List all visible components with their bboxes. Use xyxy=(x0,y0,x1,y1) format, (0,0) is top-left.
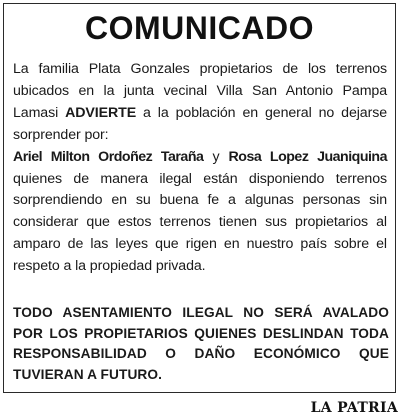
warning-text: quienes de manera ilegal están disponiendo terrenos sorprendiendo en su buena fe a algunas personas sin considerar que estos terrenos tienen sus propietarios al amparo de las leyes que rigen en nuestro país sobre el respeto a la propiedad privada. xyxy=(13,170,387,275)
advierte-word: ADVIERTE xyxy=(65,104,137,121)
intro-text-end: a la población en general no dejarse sorprender por: xyxy=(13,104,387,143)
notice-box xyxy=(3,3,396,393)
person-name-2: Rosa Lopez Juaniquina xyxy=(228,148,387,165)
intro-text: La familia Plata Gonzales propietarios de los terrenos ubicados en la junta vecinal Villa San Antonio Pampa Lamasi xyxy=(13,61,387,121)
newspaper-masthead: LA PATRIA xyxy=(310,400,398,416)
notice-title: COMUNICADO xyxy=(85,10,314,46)
named-persons-paragraph xyxy=(13,147,387,278)
person-name-1: Ariel Milton Ordoñez Taraña xyxy=(13,148,204,165)
name-connector: y xyxy=(203,148,229,165)
notice-paragraph xyxy=(13,59,387,147)
notice-body xyxy=(13,59,387,278)
closing-statement: TODO ASENTAMIENTO ILEGAL NO SERÁ AVALADO POR LOS PROPIETARIOS QUIENES DESLINDAN TODA RESPONSABILIDAD O DAÑO ECONÓMICO QUE TUVIERAN A FUTURO. xyxy=(13,305,389,382)
